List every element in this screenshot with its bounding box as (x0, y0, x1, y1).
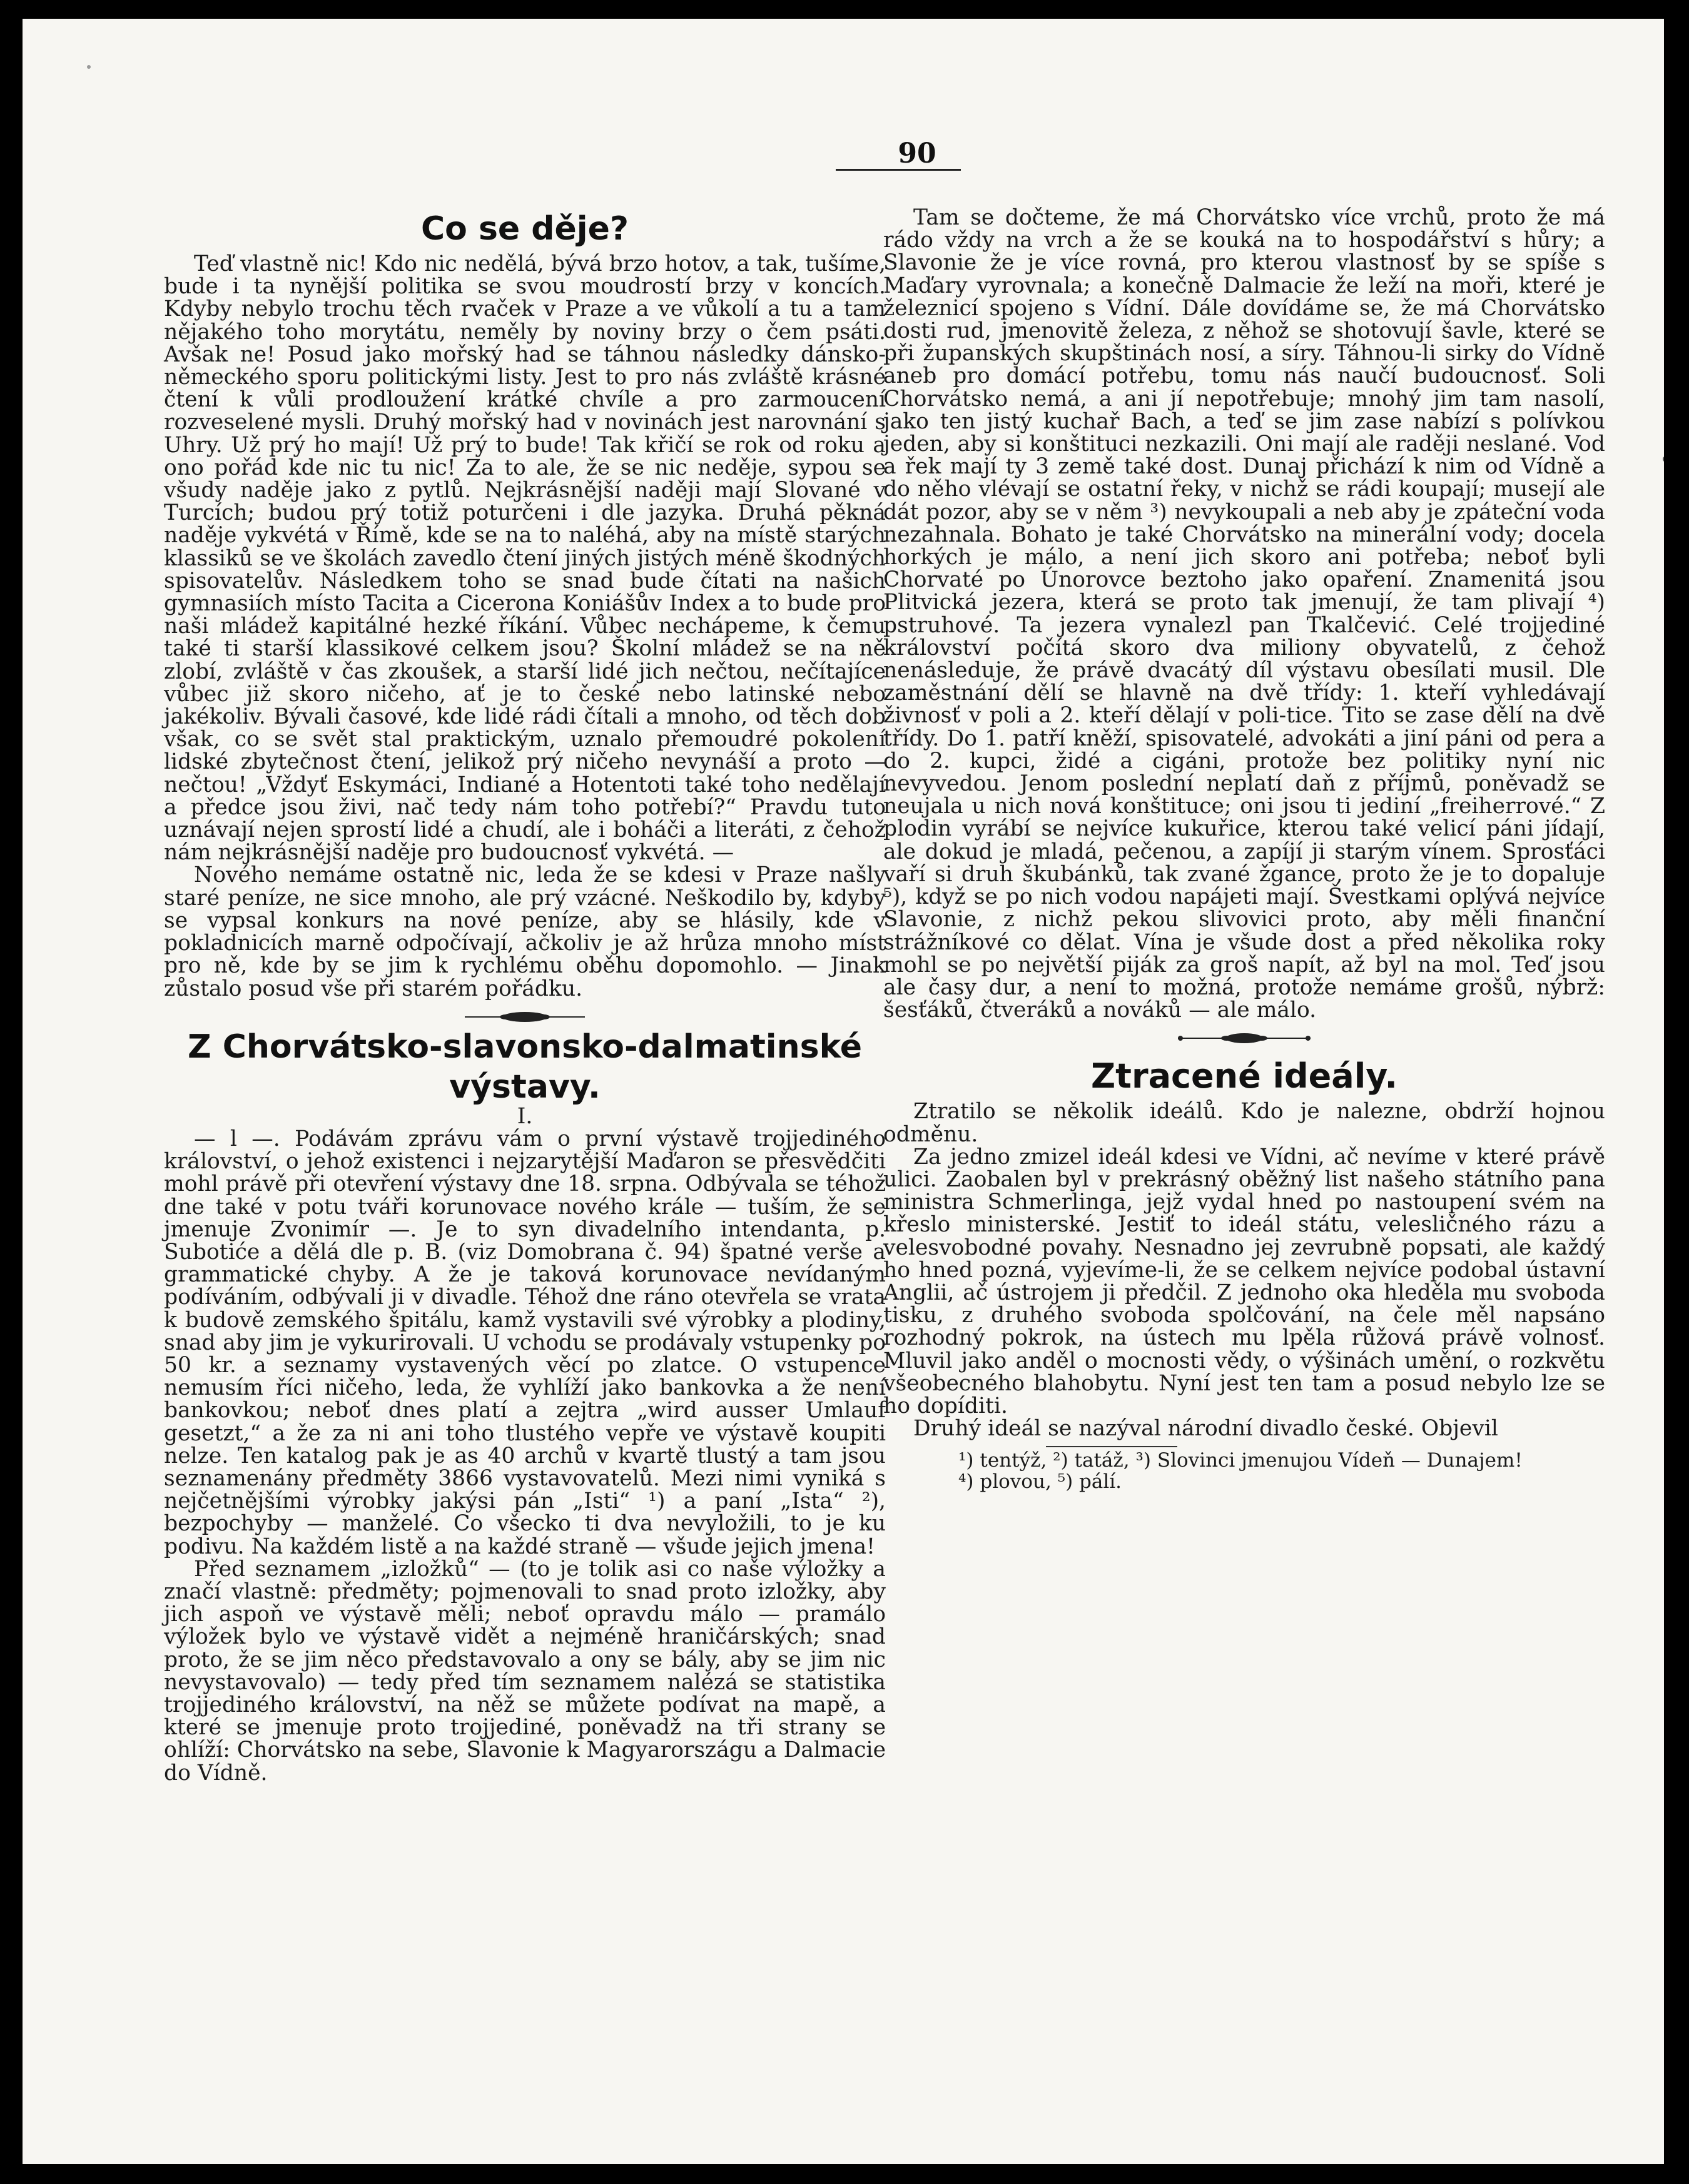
ornament-divider (462, 1010, 587, 1024)
article-part-number: I. (517, 1103, 533, 1129)
footnote-line: ⁴) plovou, ⁵) pálí. (958, 1470, 1122, 1494)
page-number: 90 (898, 138, 936, 169)
article1-paragraph: Teď vlastně nic! Kdo nic nedělá, bývá brzo hotov, a tak, tušíme, bude i ta nynější politika se svou moudrostí brzy v koncích. Kdyby nebylo trochu těch rvaček v Praze a ve vůkolí a tu a tam nějakého toho morytátu, neměly by noviny brzy o čem psáti. Avšak ne! Posud jako mořský had se táhnou následky dánsko-německého sporu politickými listy. Jest to pro nás zvláště krásné čtení k vůli prodloužení krátké chvíle a pro zarmoucení rozveselené mysli. Druhý mořský had v novinách jest narovnání s Uhry. Už prý ho mají! Už prý to bude! Tak křičí se rok od roku a ono pořád kde nic tu nic! Za to ale, že se nic neděje, sypou se všudy naděje jako z pytlů. Nejkrásnější naději mají Slované v Turcích; budou prý totiž poturčeni i dle jazyka. Druhá pěkná naděje vykvétá v Římě, kde se na to naléhá, aby na místě starých klassiků se ve školách zavedlo čtení jiných jistých méně škodných spisovatelův. Následkem toho se snad bude čítati na našich gymnasiích místo Tacita a Cicerona Koniášův Index a to bude pro naši mládež kapitálné hezké říkání. Vůbec nechápeme, k čemu také ti starší klassikové celkem jsou? Školní mládež se na ně zlobí, zvláště v čas zkoušek, a starší lidé jich nečtou, nečítajíce vůbec již skoro ničeho, ať je to české nebo latinské nebo jakékoliv. Bývali časové, kde lidé rádi čítali a mnoho, od těch dob však, co se svět stal praktickým, uznalo přemoudré pokolení lidské zbytečnost čtení, jelikož prý ničeho nevynáší a proto — nečtou! „Vždyť Eskymáci, Indiané a Hotentoti také toho nedělají a předce jsou živi, nač tedy nám toho potřebí?“ Pravdu tuto uznávají nejen sprostí lidé a chudí, ale i boháči a literáti, z čehož nám nejkrásnější naděje pro budoucnosť vykvétá. — (164, 251, 886, 866)
article-title-co-se-deje: Co se děje? (420, 210, 629, 248)
footnote-line: ¹) tentýž, ²) tatáž, ³) Slovinci jmenujou Vídeň — Dunajem! (958, 1449, 1523, 1472)
article3-paragraph: Druhý ideál se nazýval národní divadlo české. Objevil (913, 1416, 1498, 1442)
newspaper-page (23, 19, 1664, 2164)
left-column (164, 206, 886, 1784)
scan-speck (87, 65, 91, 69)
article3-paragraph: Ztratilo se několik ideálů. Kdo je nalezne, obdrží hojnou odměnu. (883, 1099, 1605, 1147)
article2-paragraph: — l —. Podávám zprávu vám o první výstavě trojjediného království, o jehož existenci i nejzarytější Maďaron se přesvědčiti mohl právě při otevření výstavy dne 18. srpna. Odbývala se téhož dne také v potu tváři korunovace nového krále — tuším, že se jmenuje Zvonimír —. Je to syn divadelního intendanta, p. Subotiće a dělá dle p. B. (viz Domobrana č. 94) špatné verše a grammatické chyby. A že je taková korunovace nevídaným podíváním, odbývali ji v divadle. Téhož dne ráno otevřela se vrata k budově zemského špitálu, kamž vystavili své výrobky a plodiny, snad aby jim je vykurirovali. U vchodu se prodávaly vstupenky po 50 kr. a seznamy vystavených věcí po zlatce. O vstupence nemusím říci ničeho, leda, že vyhlíží jako bankovka a že není bankovkou; neboť dnes platí a zejtra „wird ausser Umlauf gesetzt,“ a že za ni ani toho tlustého vepře ve výstavě koupiti nelze. Ten katalog pak je as 40 archů v kvartě tlustý a tam jsou seznamenány předměty 3866 vystavovatelů. Mezi nimi vyniká s nejčetnějšími výrobky jakýsi pán „Isti“ ¹) a paní „Ista“ ²), bezpochyby — manželé. Co všecko ti dva nevyložili, to je ku podivu. Na každém listě a na každé straně — všude jejich jmena! (164, 1126, 886, 1559)
right-column (883, 206, 1605, 1492)
article2-paragraph: Před seznamem „izložků“ — (to je tolik asi co naše výložky a značí vlastně: předměty; pojmenovali to snad proto izložky, aby jich aspoň ve výstavě měli; neboť opravdu málo — pramálo výložek bylo ve výstavě vidět a nejméně hraničárských; snad proto, že se jim něco představovalo a ony se bály, aby se jim nic nevystavovalo) — tedy před tím seznamem nalézá se statistika trojjediného království, na něž se můžete podívat na mapě, a které se jmenuje proto trojjediné, poněvadž na tři strany se ohlíží: Chorvátsko na sebe, Slavonie k Magyarországu a Dalmacie do Vídně. (164, 1556, 886, 1786)
article1-paragraph: Nového nemáme ostatně nic, leda že se kdesi v Praze našly staré peníze, ne sice mnoho, ale prý vzácné. Neškodilo by, kdyby se vypsal konkurs na nové peníze, aby se hlásily, kde v pokladnicích marně odpočívají, ačkoliv je až hrůza mnoho míst pro ně, kde by se jim k rychlému oběhu dopomohlo. — Jinak zůstalo posud vše při starém pořádku. (164, 862, 886, 1001)
article-title-chorvatsko: Z Chorvátsko-slavonsko-dalmatinské (187, 1028, 863, 1066)
scan-speck (1663, 457, 1664, 462)
footnote-rule (1046, 1446, 1177, 1447)
article-title-ztracene-idealy: Ztracené ideály. (1090, 1056, 1398, 1096)
page-number-rule (836, 169, 961, 171)
article3-paragraph: Za jedno zmizel ideál kdesi ve Vídni, ač nevíme v které právě ulici. Zaobalen byl v prekrásný oběžný list našeho státního pana ministra Schmerlinga, jejž vydal hned po nastoupení svém na křeslo ministerské. Jestiť to ideál státu, velesličného rázu a velesvobodné povahy. Nesnadno jej zevrubně popsati, ale každý ho hned pozná, vyjevíme-li, že se celkem nejvíce podobal ústavní Anglii, ač ústrojem ji předčil. Z jednoho oka hleděla mu svoboda tisku, z druhého svoboda spolčování, na čele měl napsáno rozhodný pokrok, na ústech mu lpěla růžová právě volnosť. Mluvil jako anděl o mocnosti vědy, o výšinách umění, o rozkvětu všeobecného blahobytu. Nyní jest ten tam a posud nebylo lze se ho dopíditi. (883, 1144, 1605, 1418)
article-title-chorvatsko-line2: výstavy. (449, 1068, 601, 1106)
ornament-divider (1175, 1031, 1313, 1045)
article2-paragraph: Tam se dočteme, že má Chorvátsko více vrchů, proto že má rádo vždy na vrch a že se kouká na to hospodářství s hůry; a Slavonie že je více rovná, pro kterou vlastnosť by se spíše s Maďary vyrovnala; a konečně Dalmacie že leží na moři, které je železnicí spojeno s Vídní. Dále dovídáme se, že má Chorvátsko dosti rud, jmenovitě železa, z něhož se shotovují šavle, které se při županských skupštinách nosí, a síry. Táhnou-li sirky do Vídně aneb pro domácí potřebu, tomu nás naučí budoucnosť. Soli Chorvátsko nemá, a ani jí nepotřebuje; mnohý jim tam nasolí, jako ten jistý kuchař Bach, a teď se jim zase nabízí s polívkou jeden, aby si konštituci nezkazili. Oni mají ale raději neslané. Vod a řek mají ty 3 země také dost. Dunaj přichází k nim od Vídně a do něho vlévají se ostatní řeky, v nichž se rádi koupají; musejí ale dát pozor, aby se v něm ³) nevykoupali a neb aby je zpáteční voda nezahnala. Bohato je také Chorvátsko na minerální vody; docela horkých je málo, a není jich skoro ani potřeba; neboť byli Chorvaté po Únorovce beztoho jako opaření. Znamenitá jsou Plitvická jezera, která se proto tak jmenují, že tam plivají ⁴) pstruhové. Ta jezera vynalezl pan Tkalčević. Celé trojjediné království počítá skoro dva miliony obyvatelů, z čehož nenásleduje, že právě dvacátý díl výstavu obesílati musil. Dle zaměstnání dělí se hlavně na dvě třídy: 1. kteří vyhledávají živnosť v poli a 2. kteří dělají v poli-tice. Tito se zase dělí na dvě třídy. Do 1. patří kněží, spisovatelé, advokáti a jiní páni od pera a do 2. kupci, židé a cigáni, protože bez politiky nyní nic nevyvedou. Jenom poslední neplatí daň z příjmů, poněvadž se neujala u nich nová konštituce; oni jsou ti jediní „freiherrové.“ Z plodin vyrábí se nejvíce kukuřice, kterou také velicí páni jídají, ale dokud je mladá, pečenou, a zapíjí ji starým vínem. Sprosťáci vaří si druh škubánků, tak zvané žgance, proto že je to dopaluje ⁵), když se po nich vodou napájeti mají. Švestkami oplývá nejvíce Slavonie, z nichž pekou slivovici proto, aby měli finanční strážníkové co dělat. Vína je všude dost a před několika roky mohl se po největší piják za groš napít, až byl na mol. Teď jsou ale časy dur, a není to možná, protože nemáme grošů, nýbrž: šesťáků, čtveráků a nováků — ale málo. (883, 205, 1605, 1023)
